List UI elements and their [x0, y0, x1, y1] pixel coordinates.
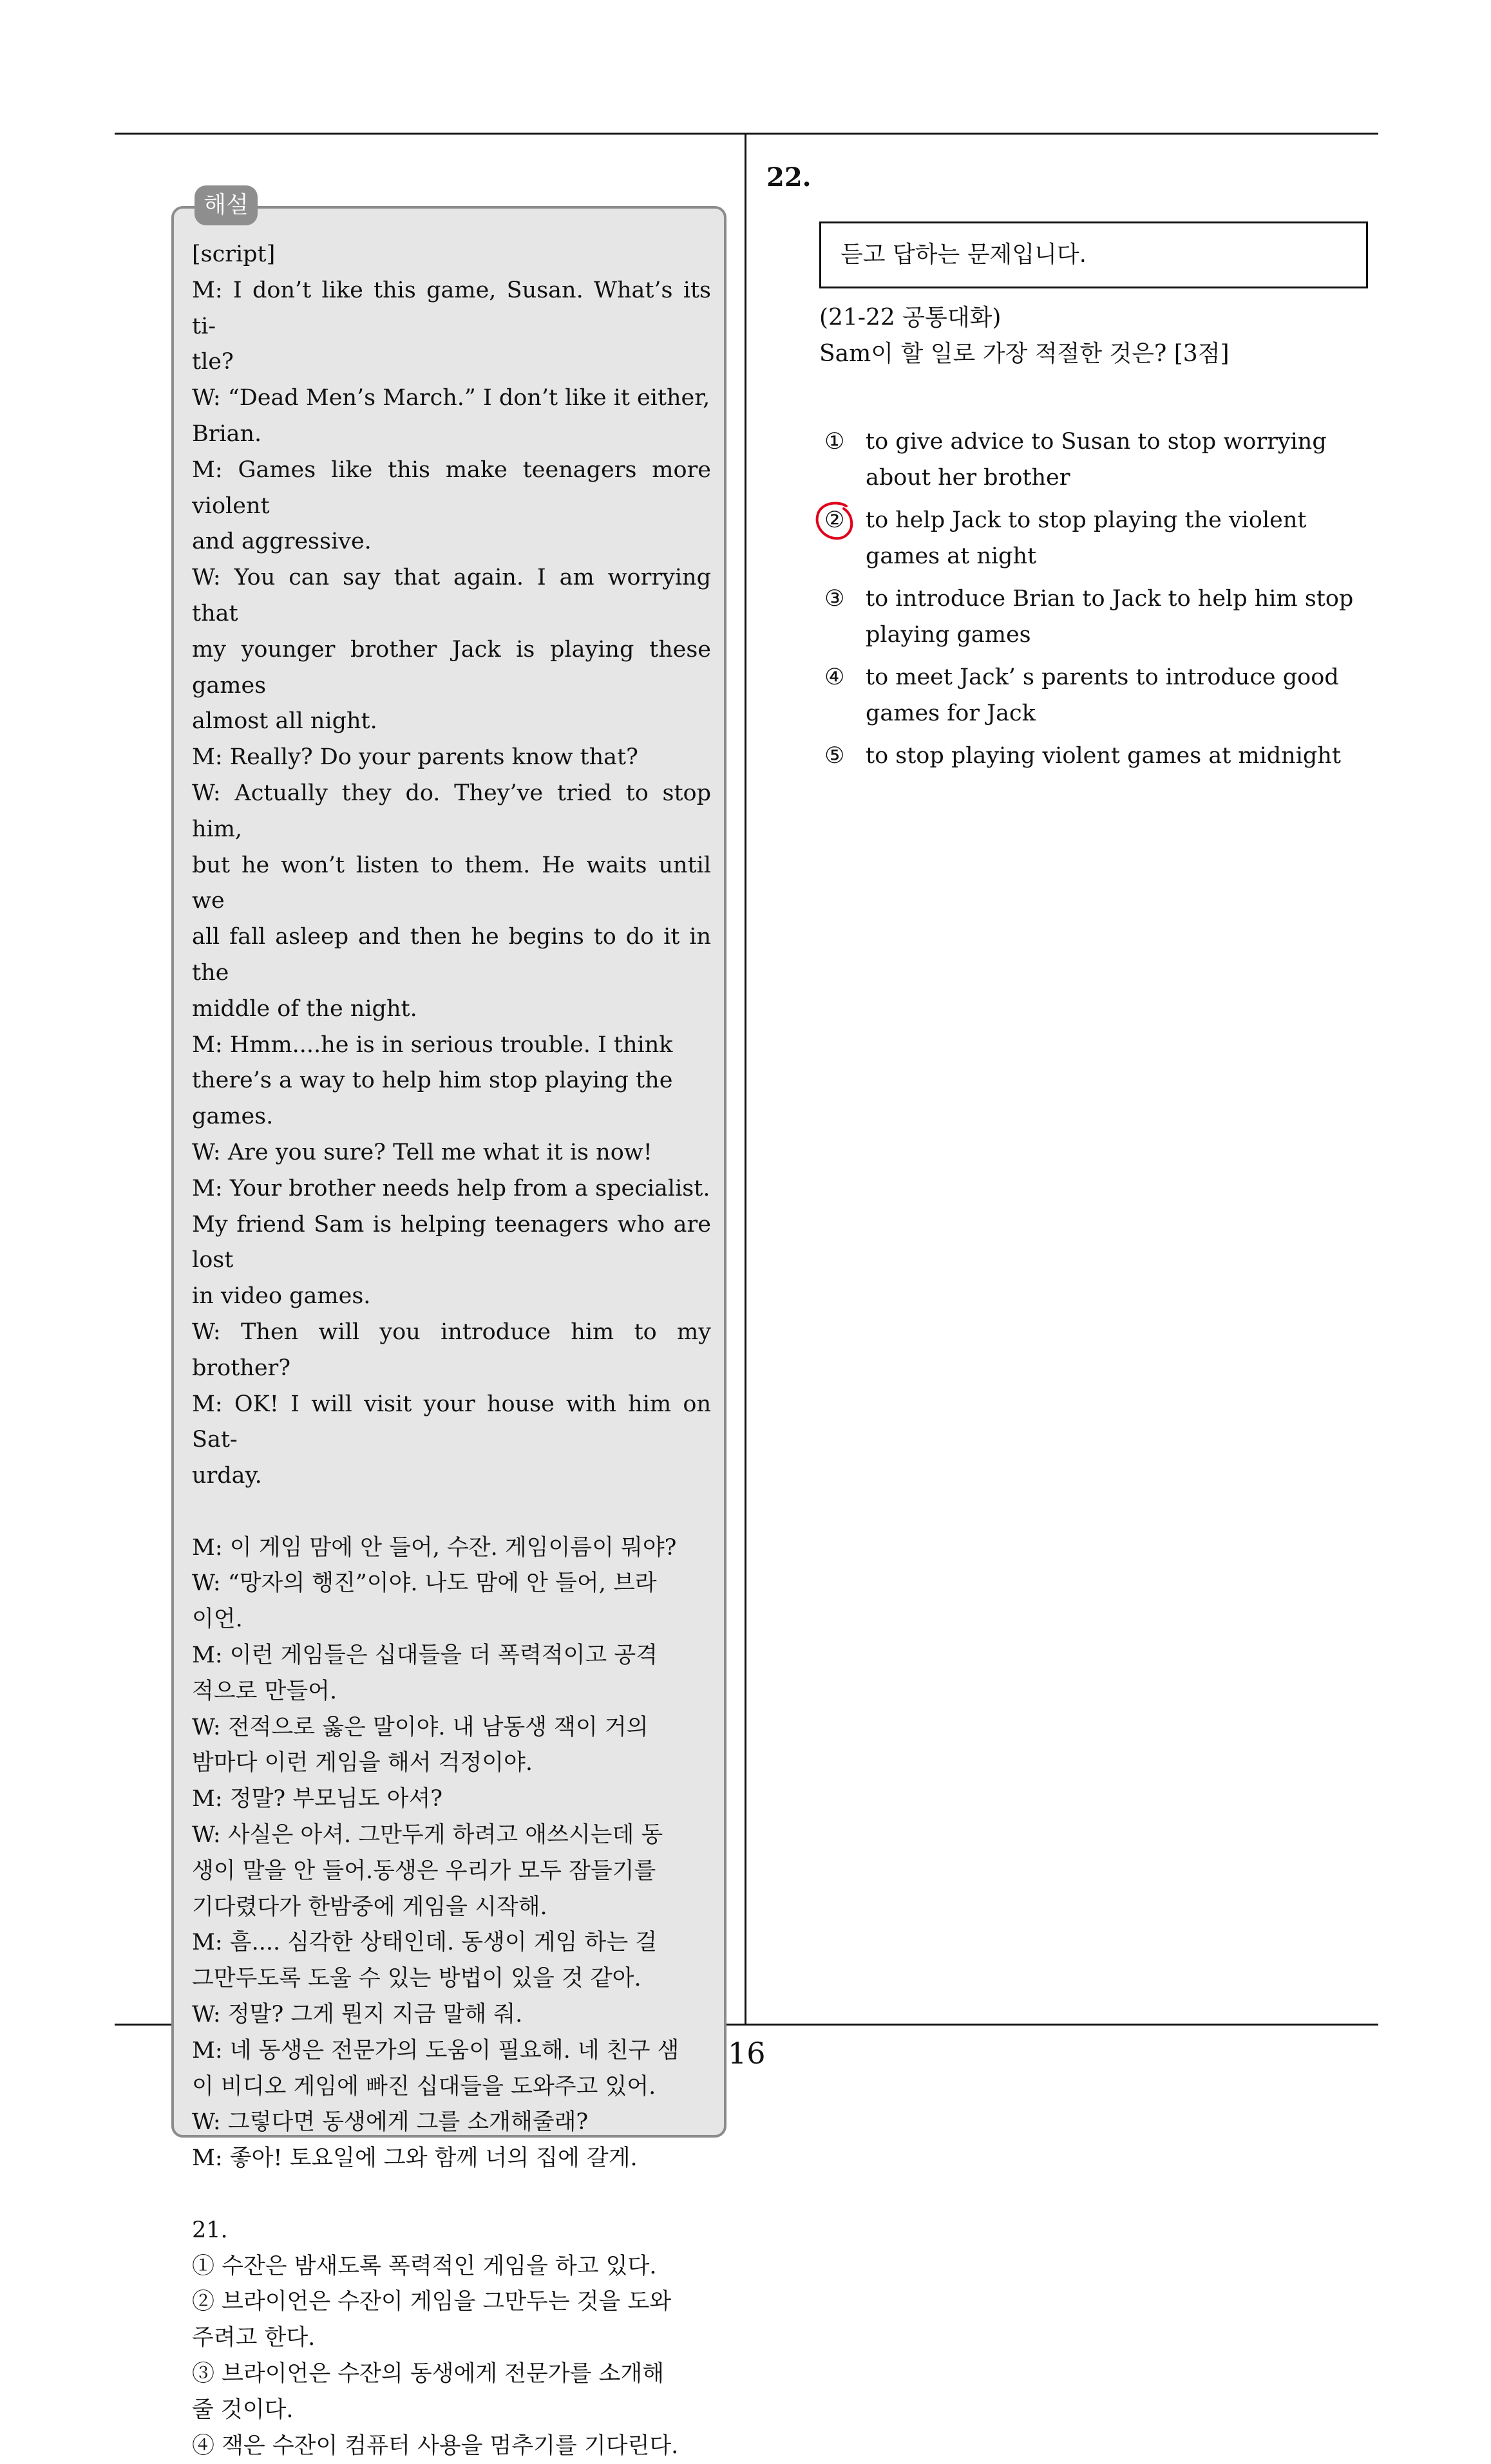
choice-number: ④ [824, 664, 845, 690]
explanation-line: W: “망자의 행진”이야. 나도 맘에 안 들어, 브라 [192, 1570, 657, 1597]
explanation-line: W: Actually they do. They’ve tried to stop him, [192, 780, 719, 842]
explanation-line: 이언. [192, 1606, 243, 1633]
explanation-line: My friend Sam is helping teenagers who are lost [192, 1211, 719, 1274]
choice-line: to introduce Brian to Jack to help him stop [866, 586, 1354, 612]
explanation-line: W: 그렇다면 동생에게 그를 소개해줄래? [192, 2109, 589, 2136]
explanation-line: 주려고 한다. [192, 2325, 316, 2351]
explanation-line: M: I don’t like this game, Susan. What’s its ti- [192, 277, 719, 339]
answer-choice [824, 424, 1378, 496]
explanation-line: M: 좋아! 토요일에 그와 함께 너의 집에 갈게. [192, 2145, 638, 2172]
top-rule [115, 133, 1378, 135]
explanation-line: M: 정말? 부모님도 아셔? [192, 1786, 443, 1812]
explanation-line: but he won’t listen to them. He waits until we [192, 852, 719, 914]
explanation-line: 21. [192, 2217, 228, 2243]
explanation-tag: 해설 [195, 185, 258, 225]
explanation-line: tle? [192, 349, 234, 375]
choice-text [866, 424, 1378, 496]
choice-text [866, 502, 1378, 574]
answer-choice [824, 738, 1378, 774]
answer-choice [824, 581, 1378, 653]
explanation-line: M: Really? Do your parents know that? [192, 744, 638, 771]
explanation-line: ③ 브라이언은 수잔의 동생에게 전문가를 소개해 [192, 2361, 665, 2387]
explanation-line: urday. [192, 1463, 262, 1489]
answer-choice [824, 502, 1378, 574]
explanation-line: W: Then will you introduce him to my brother? [192, 1319, 719, 1381]
explanation-line: 적으로 만들어. [192, 1678, 337, 1704]
choice-line: games for Jack [866, 701, 1036, 726]
explanation-line: 기다렸다가 한밤중에 게임을 시작해. [192, 1894, 547, 1920]
answer-choices [824, 424, 1378, 780]
answer-choice [824, 659, 1378, 731]
explanation-line: ② 브라이언은 수잔이 게임을 그만두는 것을 도와 [192, 2289, 672, 2315]
choice-number: ② [824, 507, 845, 533]
answer-circle-mark [813, 500, 857, 543]
question-prompt: Sam이 할 일로 가장 적절한 것은? [3점] [819, 341, 1230, 367]
explanation-line: M: OK! I will visit your house with him on Sat- [192, 1391, 719, 1453]
choice-line: about her brother [866, 465, 1070, 491]
choice-text [866, 659, 1378, 731]
instruction-box: 듣고 답하는 문제입니다. [819, 221, 1368, 288]
explanation-line: games. [192, 1104, 274, 1130]
explanation-line: ① 수잔은 밤새도록 폭력적인 게임을 하고 있다. [192, 2253, 657, 2279]
choice-line: to give advice to Susan to stop worrying [866, 429, 1327, 455]
question-number: 22. [766, 162, 812, 193]
choice-number: ① [824, 429, 845, 455]
blank-line [192, 1494, 711, 1530]
explanation-line: 생이 말을 안 들어.동생은 우리가 모두 잠들기를 [192, 1857, 656, 1884]
explanation-line: 줄 것이다. [192, 2396, 294, 2423]
explanation-line: Brian. [192, 420, 262, 447]
explanation-line: W: 전적으로 옳은 말이야. 내 남동생 잭이 거의 [192, 1714, 649, 1740]
blank-line [192, 2177, 711, 2213]
question-text [819, 300, 1373, 372]
explanation-line: almost all night. [192, 708, 377, 735]
explanation-box [171, 206, 727, 2459]
explanation-line: there’s a way to help him stop playing the [192, 1067, 673, 1094]
explanation-line: M: 이 게임 맘에 안 들어, 수잔. 게임이름이 뭐야? [192, 1534, 677, 1561]
explanation-line: 그만두도록 도울 수 있는 방법이 있을 것 같아. [192, 1966, 641, 1992]
explanation-line: M: 이런 게임들은 십대들을 더 폭력적이고 공격 [192, 1642, 658, 1669]
explanation-line: W: You can say that again. I am worrying that [192, 565, 719, 626]
explanation-line: and aggressive. [192, 529, 372, 555]
choice-number: ⑤ [824, 743, 845, 769]
explanation-line: M: Hmm....he is in serious trouble. I think [192, 1031, 673, 1058]
explanation-line: W: 사실은 아셔. 그만두게 하려고 애쓰시는데 동 [192, 1822, 663, 1848]
explanation-line: M: Your brother needs help from a specialist. [192, 1175, 710, 1201]
explanation-text [192, 237, 719, 2464]
choice-text [866, 738, 1378, 774]
explanation-line: M: 흠.... 심각한 상태인데. 동생이 게임 하는 걸 [192, 1930, 658, 1956]
choice-line: to meet Jack’ s parents to introduce good [866, 664, 1339, 690]
explanation-line: in video games. [192, 1283, 371, 1310]
choice-line: to help Jack to stop playing the violent [866, 507, 1307, 533]
column-divider [745, 134, 746, 2026]
explanation-line: M: Games like this make teenagers more violent [192, 456, 719, 519]
explanation-line: M: 네 동생은 전문가의 도움이 필요해. 네 친구 샘 [192, 2037, 679, 2064]
choice-number: ③ [824, 586, 845, 612]
explanation-line: ④ 잭은 수잔이 컴퓨터 사용을 멈추기를 기다린다. [192, 2432, 679, 2459]
explanation-line: W: Are you sure? Tell me what it is now! [192, 1139, 652, 1165]
choice-text [866, 581, 1378, 653]
explanation-line: all fall asleep and then he begins to do it in the [192, 924, 719, 986]
page-number: 16 [728, 2036, 766, 2071]
explanation-line: W: “Dead Men’s March.” I don’t like it either, [192, 385, 710, 411]
explanation-line: [script] [192, 241, 276, 267]
explanation-line: middle of the night. [192, 995, 417, 1022]
explanation-line: my younger brother Jack is playing these games [192, 636, 719, 699]
explanation-line: 이 비디오 게임에 빠진 십대들을 도와주고 있어. [192, 2073, 656, 2100]
question-context: (21-22 공통대화) [819, 305, 1002, 331]
choice-line: to stop playing violent games at midnight [866, 743, 1341, 769]
explanation-line: 밤마다 이런 게임을 해서 걱정이야. [192, 1750, 533, 1776]
choice-line: games at night [866, 543, 1037, 569]
choice-line: playing games [866, 622, 1031, 648]
explanation-line: W: 정말? 그게 뭔지 지금 말해 줘. [192, 2002, 523, 2028]
